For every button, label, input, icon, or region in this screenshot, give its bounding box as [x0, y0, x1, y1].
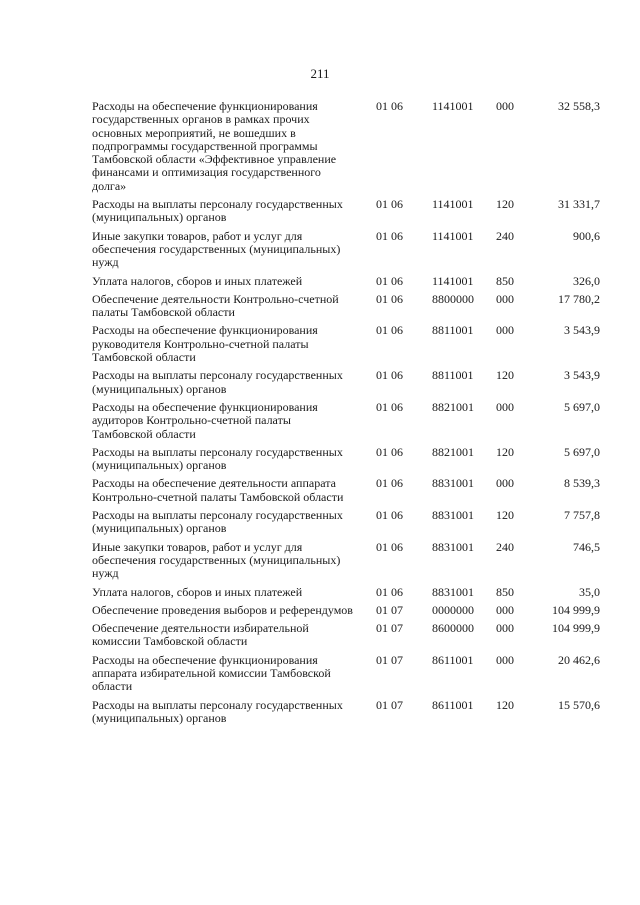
- row-expense-type: 120: [496, 697, 514, 712]
- row-section-code: 01 07: [376, 697, 403, 712]
- row-amount: 15 570,6: [558, 697, 600, 712]
- table-row: [92, 586, 608, 599]
- row-section-code: 01 06: [376, 539, 403, 554]
- row-amount: 20 462,6: [558, 652, 600, 667]
- row-article-code: 8831001: [432, 539, 474, 554]
- row-description: Уплата налогов, сборов и иных платежей: [92, 273, 303, 288]
- table-row: [92, 509, 608, 536]
- row-description: Расходы на выплаты персоналу государственных (муниципальных) органов: [92, 444, 343, 473]
- table-row: [92, 541, 608, 581]
- row-section-code: 01 06: [376, 444, 403, 459]
- row-description: Расходы на выплаты персоналу государственных (муниципальных) органов: [92, 508, 343, 536]
- row-description: Иные закупки товаров, работ и услуг для обеспечения государственных (муниципальных) нужд: [92, 539, 341, 581]
- row-article-code: 8811001: [432, 368, 474, 383]
- row-amount: 8 539,3: [564, 476, 600, 491]
- row-article-code: 8611001: [432, 697, 474, 712]
- table-row: [92, 100, 608, 193]
- row-expense-type: 000: [496, 476, 514, 491]
- row-description: Расходы на обеспечение функционирования руководителя Контрольно-счетной палаты Тамбовской области: [92, 323, 318, 365]
- row-expense-type: 000: [496, 652, 514, 667]
- row-expense-type: 120: [496, 368, 514, 383]
- row-description: Обеспечение деятельности избирательной комиссии Тамбовской области: [92, 621, 309, 649]
- row-section-code: 01 06: [376, 291, 403, 306]
- table-row: [92, 604, 608, 617]
- row-article-code: 1141001: [432, 228, 474, 243]
- table-row: [92, 401, 608, 441]
- table-row: [92, 324, 608, 364]
- row-article-code: 1141001: [432, 197, 474, 212]
- row-expense-type: 240: [496, 539, 514, 554]
- row-expense-type: 240: [496, 228, 514, 243]
- row-amount: 35,0: [579, 584, 600, 599]
- row-section-code: 01 06: [376, 368, 403, 383]
- row-description: Расходы на выплаты персоналу государственных (муниципальных) органов: [92, 197, 343, 225]
- row-section-code: 01 06: [376, 476, 403, 491]
- row-expense-type: 000: [496, 323, 514, 338]
- row-expense-type: 120: [496, 508, 514, 523]
- table-row: [92, 654, 608, 694]
- row-amount: 5 697,0: [564, 399, 600, 414]
- table-row: [92, 369, 608, 396]
- table-row: [92, 622, 608, 649]
- row-article-code: 8600000: [432, 621, 474, 636]
- row-section-code: 01 06: [376, 273, 403, 288]
- table-row: [92, 477, 608, 504]
- row-section-code: 01 06: [376, 228, 403, 243]
- row-expense-type: 000: [496, 621, 514, 636]
- row-amount: 3 543,9: [564, 323, 600, 338]
- budget-table: [92, 100, 608, 730]
- row-expense-type: 000: [496, 602, 514, 617]
- row-expense-type: 850: [496, 584, 514, 599]
- row-expense-type: 000: [496, 291, 514, 306]
- row-article-code: 8831001: [432, 584, 474, 599]
- row-amount: 5 697,0: [564, 444, 600, 459]
- row-amount: 31 331,7: [558, 197, 600, 212]
- row-amount: 900,6: [573, 228, 600, 243]
- table-row: [92, 198, 608, 225]
- row-section-code: 01 07: [376, 602, 403, 617]
- row-article-code: 1141001: [432, 99, 474, 113]
- table-row: [92, 230, 608, 270]
- page-number: 211: [310, 66, 330, 81]
- row-expense-type: 120: [496, 197, 514, 212]
- row-amount: 104 999,9: [552, 621, 600, 636]
- row-section-code: 01 06: [376, 323, 403, 338]
- row-amount: 7 757,8: [564, 508, 600, 523]
- row-description: Расходы на обеспечение функционирования аудиторов Контрольно-счетной палаты Тамбовской области: [92, 399, 318, 441]
- row-amount: 17 780,2: [558, 291, 600, 306]
- row-section-code: 01 07: [376, 652, 403, 667]
- row-amount: 32 558,3: [558, 99, 600, 113]
- row-section-code: 01 06: [376, 508, 403, 523]
- row-description: Расходы на обеспечение функционирования аппарата избирательной комиссии Тамбовской области: [92, 652, 331, 694]
- row-expense-type: 120: [496, 444, 514, 459]
- row-section-code: 01 06: [376, 584, 403, 599]
- row-expense-type: 000: [496, 99, 514, 113]
- row-description: Иные закупки товаров, работ и услуг для обеспечения государственных (муниципальных) нужд: [92, 228, 341, 270]
- row-description: Обеспечение деятельности Контрольно-счетной палаты Тамбовской области: [92, 291, 339, 320]
- row-description: Расходы на выплаты персоналу государственных (муниципальных) органов: [92, 697, 343, 725]
- row-article-code: 8821001: [432, 444, 474, 459]
- row-amount: 104 999,9: [552, 602, 600, 617]
- row-description: Обеспечение проведения выборов и референдумов: [92, 602, 353, 617]
- row-section-code: 01 07: [376, 621, 403, 636]
- row-expense-type: 000: [496, 399, 514, 414]
- row-description: Расходы на обеспечение деятельности аппарата Контрольно-счетной палаты Тамбовской области: [92, 476, 344, 504]
- row-article-code: 8811001: [432, 323, 474, 338]
- row-expense-type: 850: [496, 273, 514, 288]
- row-article-code: 8611001: [432, 652, 474, 667]
- row-article-code: 8831001: [432, 508, 474, 523]
- row-section-code: 01 06: [376, 197, 403, 212]
- table-row: [92, 275, 608, 288]
- row-article-code: 8800000: [432, 291, 474, 306]
- row-amount: 3 543,9: [564, 368, 600, 383]
- row-article-code: 1141001: [432, 273, 474, 288]
- row-amount: 746,5: [573, 539, 600, 554]
- row-section-code: 01 06: [376, 99, 403, 113]
- row-amount: 326,0: [573, 273, 600, 288]
- table-row: [92, 699, 608, 726]
- row-description: Уплата налогов, сборов и иных платежей: [92, 584, 303, 599]
- row-article-code: 8821001: [432, 399, 474, 414]
- table-row: [92, 293, 608, 320]
- row-article-code: 8831001: [432, 476, 474, 491]
- table-row: [92, 446, 608, 473]
- row-description: Расходы на выплаты персоналу государственных (муниципальных) органов: [92, 368, 343, 396]
- row-description: Расходы на обеспечение функционирования государственных органов в рамках прочих основных мероприятий, не вошедших в подпрограммы государственной программы Тамбовской области «Эффективное управление финансами и оптимизация государственного долга»: [92, 99, 337, 193]
- row-section-code: 01 06: [376, 399, 403, 414]
- row-article-code: 0000000: [432, 602, 474, 617]
